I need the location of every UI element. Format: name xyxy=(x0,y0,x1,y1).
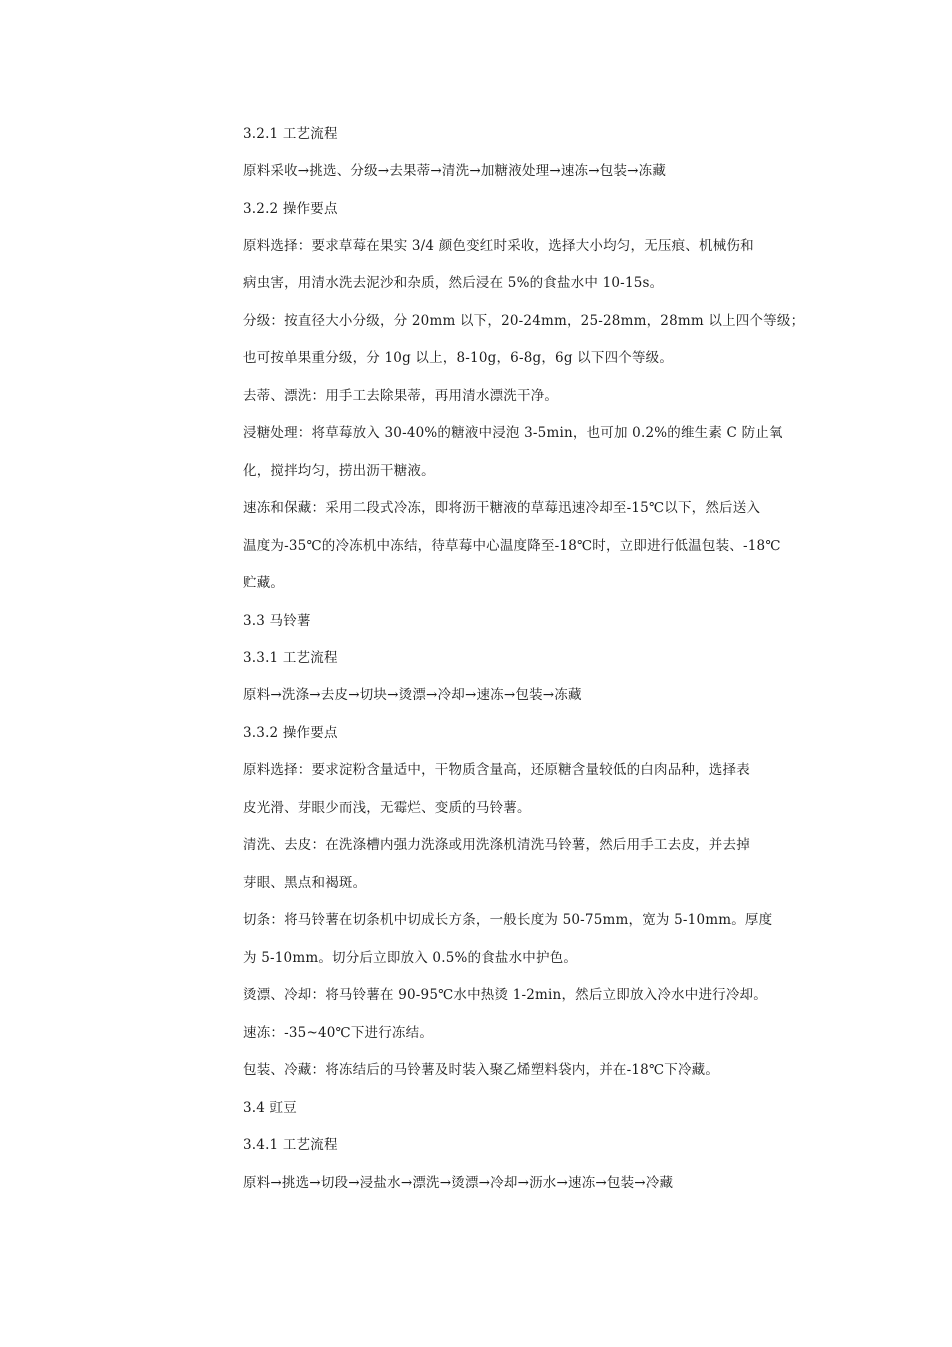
section-heading-3-3: 3.3 马铃薯 xyxy=(243,613,311,629)
section-heading-3-4-1: 3.4.1 工艺流程 xyxy=(243,1137,338,1153)
paragraph-line: 芽眼、黑点和褐斑。 xyxy=(243,875,367,891)
paragraph-line: 化，搅拌均匀，捞出沥干糖液。 xyxy=(243,463,435,479)
process-flow-strawberry: 原料采收→挑选、分级→去果蒂→清洗→加糖液处理→速冻→包装→冻藏 xyxy=(243,163,667,179)
section-heading-3-2-1: 3.2.1 工艺流程 xyxy=(243,126,338,142)
paragraph-line: 清洗、去皮：在洗涤槽内强力洗涤或用洗涤机清洗马铃薯，然后用手工去皮，并去掉 xyxy=(243,837,750,853)
paragraph-line: 贮藏。 xyxy=(243,575,285,591)
paragraph-line: 原料选择：要求淀粉含量适中，干物质含量高，还原糖含量较低的白肉品种，选择表 xyxy=(243,762,750,778)
paragraph-line: 皮光滑、芽眼少而浅，无霉烂、变质的马铃薯。 xyxy=(243,800,531,816)
section-heading-3-3-1: 3.3.1 工艺流程 xyxy=(243,650,338,666)
paragraph-line: 速冻和保藏：采用二段式冷冻，即将沥干糖液的草莓迅速冷却至-15℃以下，然后送入 xyxy=(243,500,761,516)
paragraph-line: 包装、冷藏：将冻结后的马铃薯及时装入聚乙烯塑料袋内，并在-18℃下冷藏。 xyxy=(243,1062,720,1078)
paragraph-line: 分级：按直径大小分级，分 20mm 以下，20-24mm，25-28mm，28mm 以上四个等级； xyxy=(243,313,805,329)
process-flow-cowpea: 原料→挑选→切段→浸盐水→漂洗→烫漂→冷却→沥水→速冻→包装→冷藏 xyxy=(243,1175,674,1191)
paragraph-line: 去蒂、漂洗：用手工去除果蒂，再用清水漂洗干净。 xyxy=(243,388,559,404)
process-flow-potato: 原料→洗涤→去皮→切块→烫漂→冷却→速冻→包装→冻藏 xyxy=(243,687,582,703)
paragraph-line: 为 5-10mm。切分后立即放入 0.5%的食盐水中护色。 xyxy=(243,950,578,966)
paragraph-line: 原料选择：要求草莓在果实 3/4 颜色变红时采收，选择大小均匀，无压痕、机械伤和 xyxy=(243,238,754,254)
paragraph-line: 烫漂、冷却：将马铃薯在 90-95℃水中热烫 1-2min，然后立即放入冷水中进行冷却。 xyxy=(243,987,767,1003)
section-heading-3-4: 3.4 豇豆 xyxy=(243,1100,297,1116)
paragraph-line: 温度为-35℃的冷冻机中冻结，待草莓中心温度降至-18℃时，立即进行低温包装、-18℃ xyxy=(243,538,781,554)
paragraph-line: 切条：将马铃薯在切条机中切成长方条，一般长度为 50-75mm，宽为 5-10mm。厚度 xyxy=(243,912,773,928)
section-heading-3-3-2: 3.3.2 操作要点 xyxy=(243,725,338,741)
section-heading-3-2-2: 3.2.2 操作要点 xyxy=(243,201,338,217)
paragraph-line: 浸糖处理：将草莓放入 30-40%的糖液中浸泡 3-5min，也可加 0.2%的维生素 C 防止氧 xyxy=(243,425,783,441)
paragraph-line: 也可按单果重分级，分 10g 以上，8-10g，6-8g，6g 以下四个等级。 xyxy=(243,350,674,366)
paragraph-line: 速冻：-35~40℃下进行冻结。 xyxy=(243,1025,434,1041)
paragraph-line: 病虫害，用清水洗去泥沙和杂质，然后浸在 5%的食盐水中 10-15s。 xyxy=(243,275,664,291)
